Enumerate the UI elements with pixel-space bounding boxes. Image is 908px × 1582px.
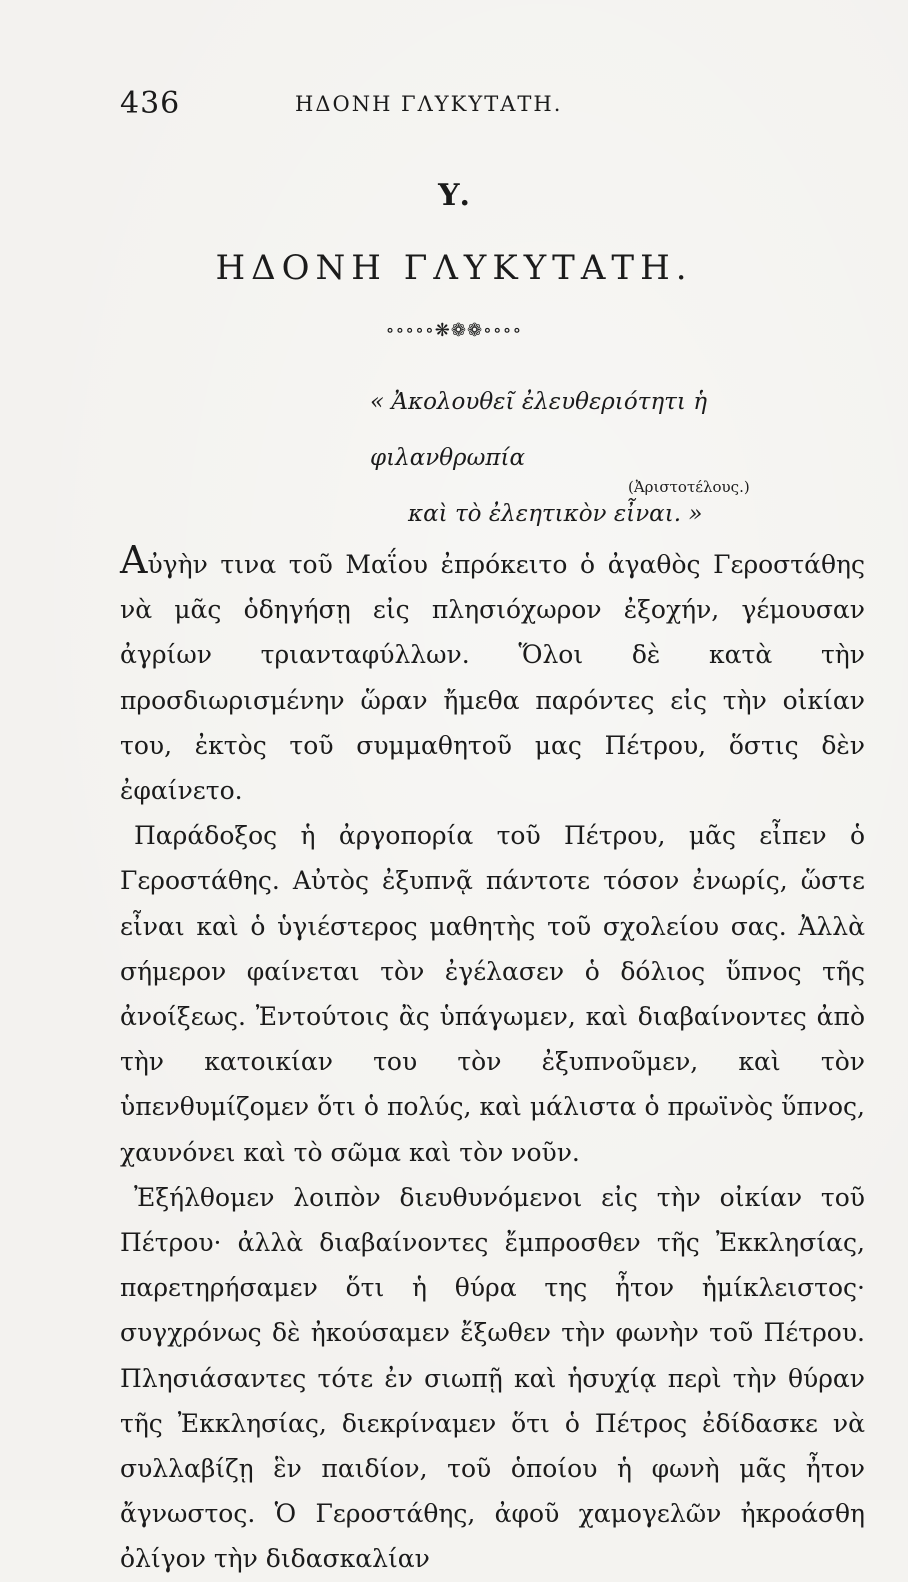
paragraph-1-text: ὐγὴν τινα τοῦ Μαΐου ἐπρόκειτο ὁ ἀγαθὸς Γεροστάθης νὰ μᾶς ὁδηγήσῃ εἰς πλησιόχωρον ἐξοχήν, γέμουσαν ἀγρίων τριανταφύλλων. Ὅλοι δὲ κατὰ τὴν προσδιωρισμένην ὥραν ἤμεθα παρόντες εἰς τὴν οἰκίαν του, ἐκτὸς τοῦ συμμαθητοῦ μας Πέτρου, ὅστις δὲν ἐφαίνετο.	[120, 550, 865, 806]
epigraph-line-1: « Ἀκολουθεῖ ἐλευθεριότητι ἡ φιλανθρωπία	[370, 389, 708, 471]
section-mark: Υ.	[438, 178, 470, 213]
body-text	[120, 540, 865, 1582]
paragraph-1	[120, 540, 865, 813]
epigraph	[360, 374, 860, 542]
running-head: ΗΔΟΝΗ ΓΛΥΚΥΤΑΤΗ.	[295, 92, 563, 116]
page-header	[120, 86, 860, 126]
page-number: 436	[120, 86, 181, 121]
epigraph-line-2: καὶ τὸ ἐλεητικὸν εἶναι. »	[408, 501, 703, 527]
paragraph-3: Ἐξήλθομεν λοιπὸν διευθυνόμενοι εἰς τὴν οἰκίαν τοῦ Πέτρου· ἀλλὰ διαβαίνοντες ἔμπροσθεν τῆς Ἐκκλησίας, παρετηρήσαμεν ὅτι ἡ θύρα της ἦτον ἡμίκλειστος· συγχρόνως δὲ ἠκούσαμεν ἔξωθεν τὴν φωνὴν τοῦ Πέτρου. Πλησιάσαντες τότε ἐν σιωπῇ καὶ ἡσυχίᾳ περὶ τὴν θύραν τῆς Ἐκκλησίας, διεκρίναμεν ὅτι ὁ Πέτρος ἐδίδασκε νὰ συλλαβίζῃ ἓν παιδίον, τοῦ ὁποίου ἡ φωνὴ μᾶς ἦτον ἄγνωστος. Ὁ Γεροστάθης, ἀφοῦ χαμογελῶν ἠκροάσθη ὀλίγον τὴν διδασκαλίαν	[120, 1182, 865, 1574]
paragraph-2: Παράδοξος ἡ ἀργοπορία τοῦ Πέτρου, μᾶς εἶπεν ὁ Γεροστάθης. Αὐτὸς ἐξυπνᾷ πάντοτε τόσον ἐνωρίς, ὥστε εἶναι καὶ ὁ ὑγιέστερος μαθητὴς τοῦ σχολείου σας. Ἀλλὰ σήμερον φαίνεται τὸν ἐγέλασεν ὁ δόλιος ὕπνος τῆς ἀνοίξεως. Ἐντούτοις ἂς ὑπάγωμεν, καὶ διαβαίνοντες ἀπὸ τὴν κατοικίαν του τὸν ἐξυπνοῦμεν, καὶ τὸν ὑπενθυμίζομεν ὅτι ὁ πολύς, καὶ μάλιστα ὁ πρωϊνὸς ὕπνος, χαυνόνει καὶ τὸ σῶμα καὶ τὸν νοῦν.	[120, 821, 865, 1167]
ornament-divider: ∘∘∘∘∘❋❁❁∘∘∘∘	[385, 320, 523, 341]
drop-cap: Α	[120, 538, 148, 582]
chapter-title: ΗΔΟΝΗ ΓΛΥΚΥΤΑΤΗ.	[215, 248, 693, 288]
epigraph-attribution: (Ἀριστοτέλους.)	[628, 478, 750, 496]
